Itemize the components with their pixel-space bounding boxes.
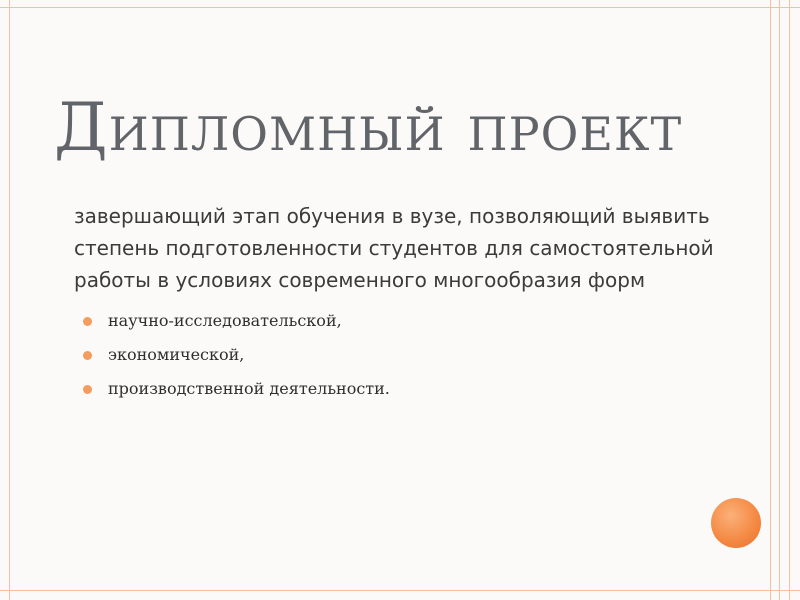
bullet-dot-icon — [83, 385, 92, 394]
sub-item-text: производственной деятельности. — [108, 379, 390, 398]
sub-item — [80, 338, 768, 372]
frame-right-line-3 — [789, 0, 790, 600]
frame-bottom-line — [0, 590, 800, 591]
main-bullet-text: завершающий этап обучения в вузе, позволяющий выявить степень подготовленности студентов для самостоятельной работы в условиях современного многообразия форм — [74, 204, 714, 292]
sub-item — [80, 372, 768, 406]
sub-item-text: экономической, — [108, 345, 245, 364]
bullet-dot-icon — [83, 351, 92, 360]
slide-content — [48, 200, 768, 406]
sub-item-text: научно-исследовательской, — [108, 311, 342, 330]
frame-top-line — [0, 7, 800, 8]
bullet-dot-icon — [83, 317, 92, 326]
slide-title: Дипломный проект — [54, 89, 683, 166]
sub-item — [80, 304, 768, 338]
sub-list — [48, 304, 768, 406]
decorative-orb-icon — [711, 498, 761, 548]
frame-right-line-1 — [770, 0, 771, 600]
main-bullet — [48, 200, 768, 296]
frame-right-line-2 — [779, 0, 780, 600]
frame-left-line — [9, 0, 10, 600]
